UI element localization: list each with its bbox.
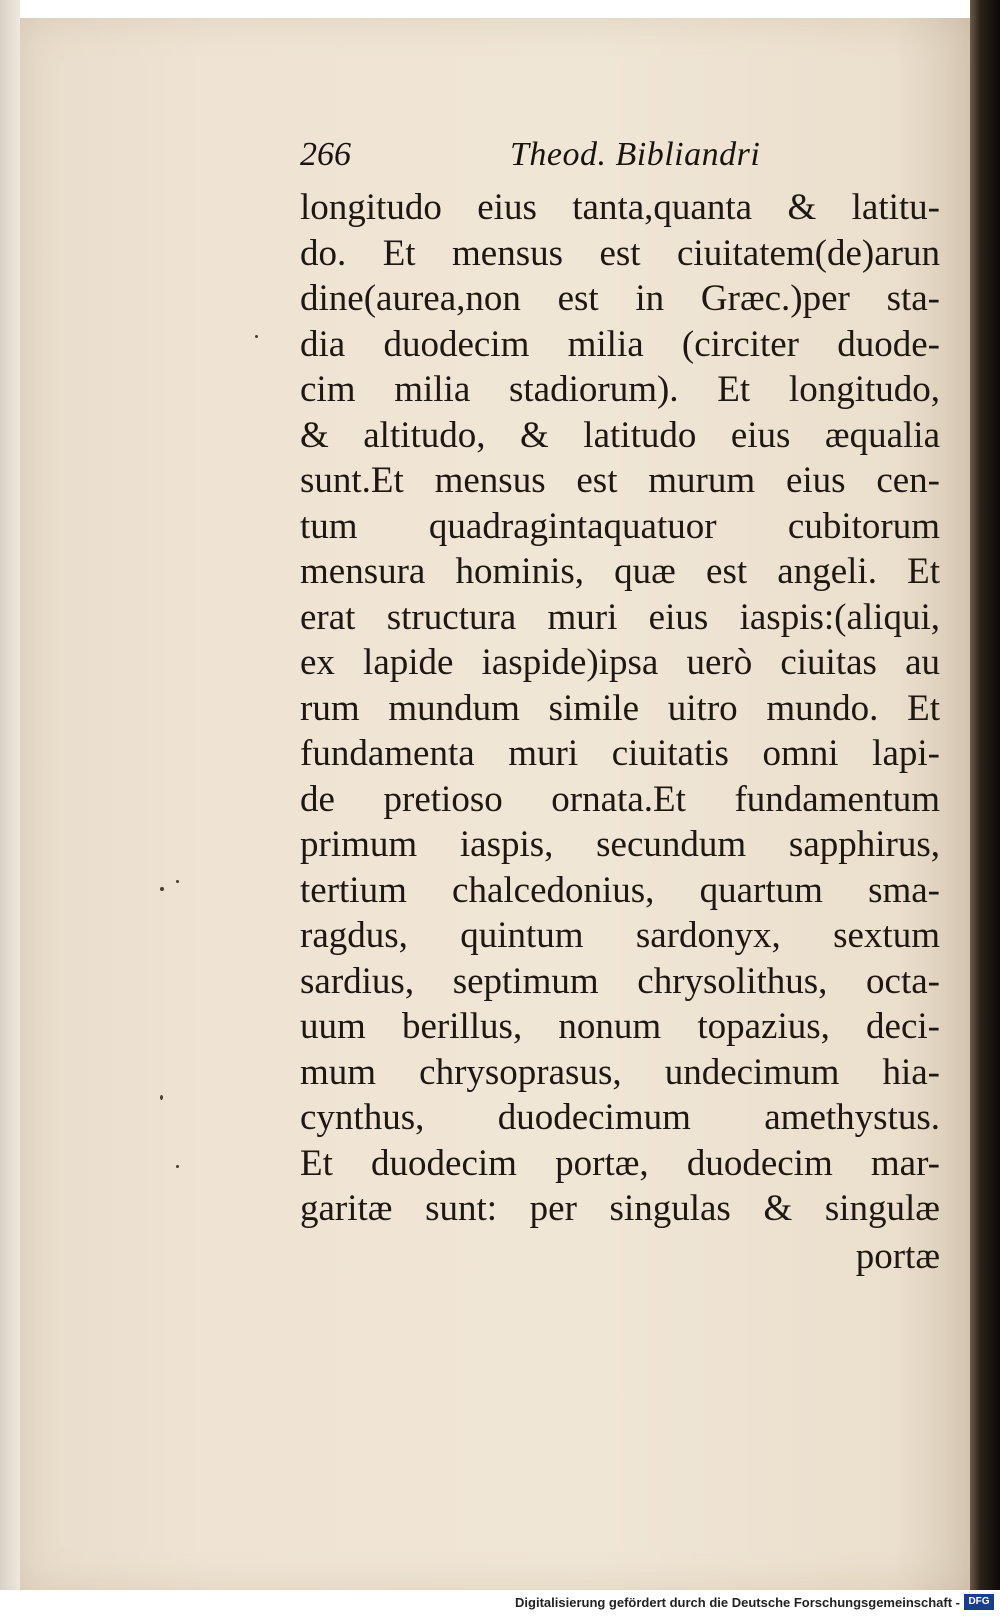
catchword: portæ [855,1236,940,1277]
text-line: Et duodecim portæ, duodecim mar- [300,1142,940,1184]
text-line: tum quadragintaquatuor cubitorum [300,505,940,547]
text-line: sunt.Et mensus est murum eius cen- [300,460,940,501]
dfg-logo: DFG [964,1594,994,1610]
text-line: uum berillus, nonum topazius, deci- [300,1006,940,1047]
footer-bar [0,1590,1000,1620]
text-line: ex lapide iaspide)ipsa uerò ciuitas au [300,642,940,683]
page-header [300,130,940,180]
text-line: erat structura muri eius iaspis:(aliqui, [300,596,940,638]
text-line: fundamenta muri ciuitatis omni lapi- [300,733,940,774]
ink-speck [255,335,258,338]
funding-credit: Digitalisierung gefördert durch die Deutsche Forschungsgemeinschaft - [515,1595,960,1610]
text-line: dia duodecim milia (circiter duode- [300,323,940,365]
text-line: & altitudo, & latitudo eius æqualia [300,414,940,456]
text-line: do. Et mensus est ciuitatem(de)arun [300,232,940,274]
text-line: cynthus, duodecimum amethystus. [300,1097,940,1138]
page-number: 266 [300,136,351,173]
ink-speck [160,887,164,891]
ink-speck [160,1095,163,1100]
text-line: dine(aurea,non est in Græc.)per sta- [300,278,940,319]
page-edge-shadow [0,0,20,1590]
text-line: rum mundum simile uitro mundo. Et [300,687,940,729]
text-line: cim milia stadiorum). Et longitudo, [300,369,940,410]
text-line: sardius, septimum chrysolithus, octa- [300,960,940,1002]
text-line: mum chrysoprasus, undecimum hia- [300,1051,940,1093]
ink-speck [176,880,179,883]
running-head: Theod. Bibliandri [510,136,761,173]
book-gutter [970,0,1000,1590]
text-line: longitudo eius tanta,quanta & latitu- [300,187,940,228]
text-line: tertium chalcedonius, quartum sma- [300,869,940,911]
text-line: de pretioso ornata.Et fundamentum [300,778,940,820]
ink-speck [176,1165,179,1168]
text-line: mensura hominis, quæ est angeli. Et [300,551,940,592]
text-line: garitæ sunt: per singulas & singulæ [300,1188,940,1229]
text-line: ragdus, quintum sardonyx, sextum [300,915,940,956]
body-text [300,185,940,1232]
text-line: primum iaspis, secundum sapphirus, [300,824,940,865]
